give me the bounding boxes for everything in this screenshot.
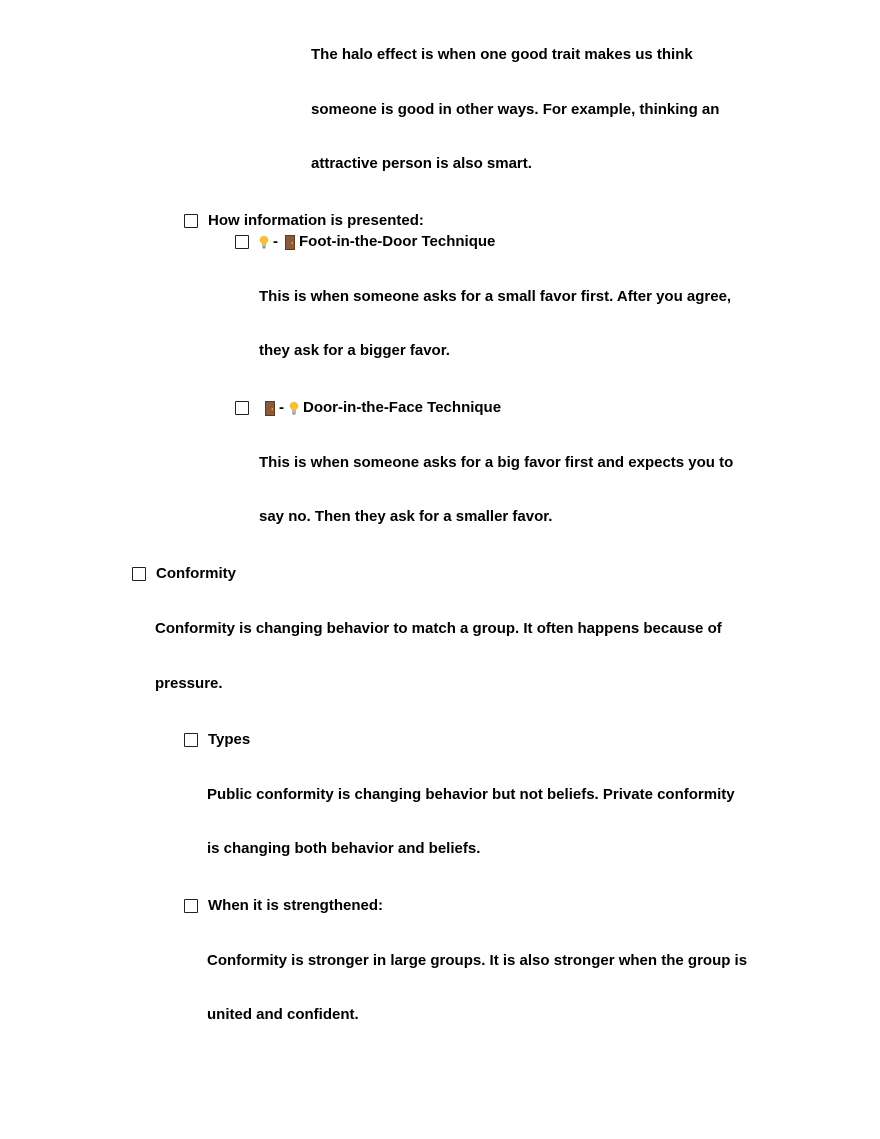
foot-in-door-text-line: they ask for a bigger favor.	[259, 342, 450, 359]
foot-in-door-item	[235, 233, 495, 251]
types-heading: Types	[208, 731, 251, 748]
strengthened-checkbox[interactable]	[184, 899, 198, 913]
types-text-line: Public conformity is changing behavior but not beliefs. Private conformity	[207, 786, 735, 803]
halo-text-line: The halo effect is when one good trait makes us think	[311, 46, 693, 63]
door-icon	[285, 235, 295, 250]
door-in-face-text-line: This is when someone asks for a big favor first and expects you to	[259, 454, 734, 471]
strengthened-text-line: Conformity is stronger in large groups. It is also stronger when the group is	[207, 952, 748, 969]
foot-in-door-separator: -	[273, 233, 278, 250]
strengthened-item	[184, 897, 383, 915]
presentation-checkbox[interactable]	[184, 214, 198, 228]
door-in-face-title: Door-in-the-Face Technique	[303, 399, 502, 416]
foot-in-door-checkbox[interactable]	[235, 235, 249, 249]
conformity-text-line: pressure.	[155, 675, 223, 692]
halo-text-line: attractive person is also smart.	[311, 155, 532, 172]
presentation-heading: How information is presented:	[208, 212, 424, 229]
door-in-face-checkbox[interactable]	[235, 401, 249, 415]
door-in-face-separator: -	[279, 399, 284, 416]
strengthened-heading: When it is strengthened:	[208, 897, 384, 914]
halo-text-line: someone is good in other ways. For example, thinking an	[311, 101, 720, 118]
door-in-face-item	[235, 399, 501, 417]
presentation-item	[184, 212, 424, 230]
strengthened-text-line: united and confident.	[207, 1006, 359, 1023]
door-in-face-text-line: say no. Then they ask for a smaller favor.	[259, 508, 553, 525]
lightbulb-icon	[289, 401, 299, 415]
door-icon	[265, 401, 275, 416]
types-item	[184, 731, 250, 749]
types-text-line: is changing both behavior and beliefs.	[207, 840, 481, 857]
conformity-heading: Conformity	[156, 565, 236, 582]
conformity-checkbox[interactable]	[132, 567, 146, 581]
conformity-item	[132, 565, 236, 583]
conformity-text-line: Conformity is changing behavior to match a group. It often happens because of	[155, 620, 722, 637]
types-checkbox[interactable]	[184, 733, 198, 747]
lightbulb-icon	[259, 235, 269, 249]
foot-in-door-text-line: This is when someone asks for a small favor first. After you agree,	[259, 288, 732, 305]
foot-in-door-title: Foot-in-the-Door Technique	[299, 233, 496, 250]
